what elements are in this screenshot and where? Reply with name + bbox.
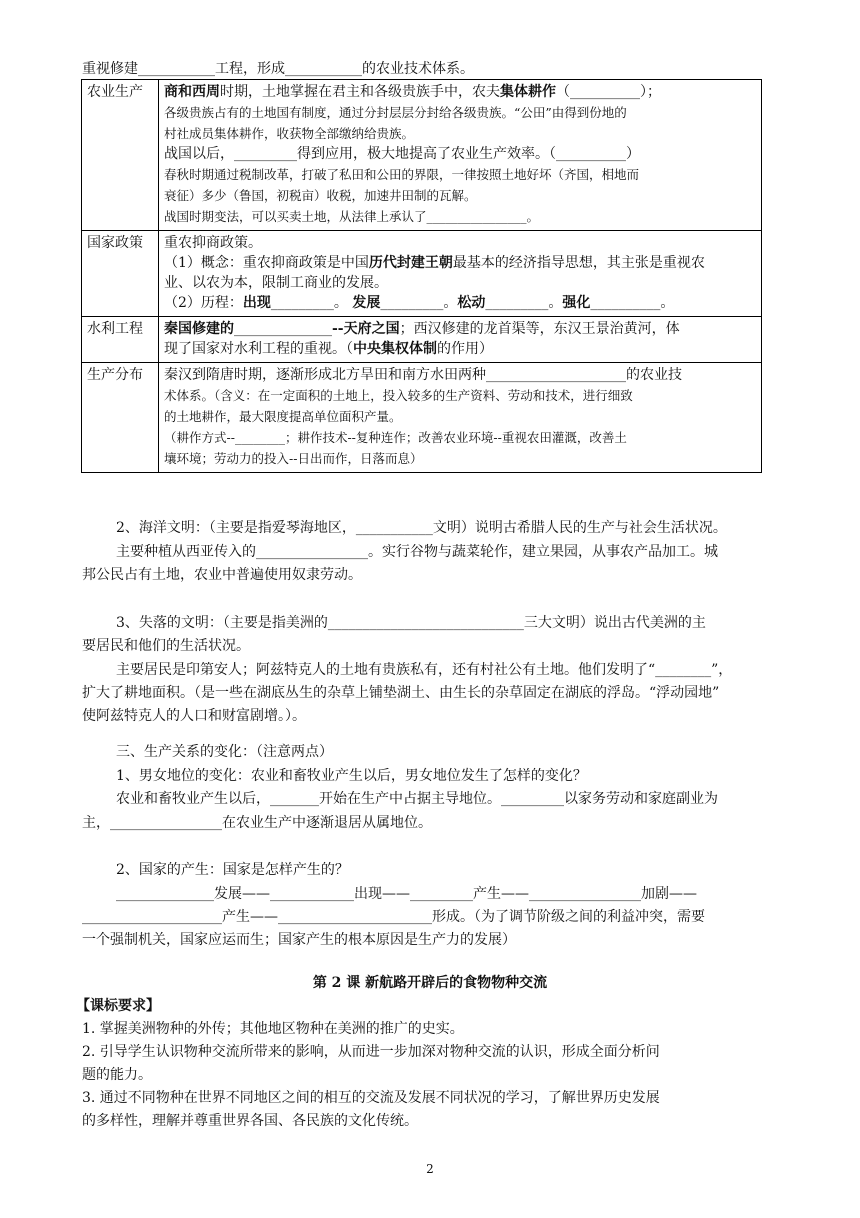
row-head-policy: 国家政策 <box>82 231 159 317</box>
blank: _________。 <box>270 295 348 311</box>
bold-term: 历代封建王朝 <box>368 255 453 271</box>
table-row <box>82 231 762 317</box>
text: 现了国家对水利工程的重视。（ <box>164 341 353 357</box>
table-row <box>82 317 762 363</box>
bold-term: 出现 <box>242 295 271 311</box>
row-body-policy <box>159 231 762 317</box>
text-line: 术体系。（含义：在一定面积的土地上，投入较多的生产资料、劳动和技术，进行细致 <box>164 388 633 403</box>
text: （1）概念：重农抑商政策是中国 <box>164 255 369 271</box>
row-body-water <box>159 317 762 363</box>
requirement-item: 1. 掌握美洲物种的外传；其他地区物种在美洲的推广的史实。 <box>82 1021 464 1037</box>
requirement-item: 题的能力。 <box>82 1067 152 1083</box>
bold-term: --天府之国 <box>332 321 400 337</box>
requirement-item: 3. 通过不同物种在世界不同地区之间的相互的交流及发展不同状况的学习，了解世界历史发展 <box>82 1090 660 1106</box>
row-body-distribution <box>159 363 762 473</box>
answer-line: 一个强制机关，国家应运而生；国家产生的根本原因是生产力的发展） <box>82 932 516 948</box>
section-heading: 三、生产关系的变化：（注意两点） <box>116 744 333 760</box>
text-line: 村社成员集体耕作，收获物全部缴纳给贵族。 <box>164 126 415 141</box>
row-head-distribution: 生产分布 <box>82 363 159 473</box>
text-line: （耕作方式--________；耕作技术--复种连作；改善农业环境--重视农田灌溉，改善土 <box>164 430 627 445</box>
question-line: 2、国家的产生：国家是怎样产生的？ <box>116 862 349 878</box>
agriculture-table <box>81 79 762 473</box>
answer-line: ____________________产生——______________________形成。（为了调节阶级之间的利益冲突，需要 <box>82 909 705 925</box>
table-row <box>82 363 762 473</box>
row-head-water: 水利工程 <box>82 317 159 363</box>
text-line: 重农抑商政策。 <box>164 235 262 251</box>
sec3-line: 主要居民是印第安人；阿兹特克人的土地有贵族私有，还有村社公有土地。他们发明了“________”， <box>116 662 733 678</box>
sec3-line: 使阿兹特克人的人口和财富剧增。）。 <box>82 708 306 724</box>
sec3-line: 扩大了耕地面积。（是一些在湖底丛生的杂草上铺垫湖土、由生长的杂草固定在湖底的浮岛。“浮动园地” <box>82 685 720 701</box>
question-line: 1、男女地位的变化：农业和畜牧业产生以后，男女地位发生了怎样的变化？ <box>116 768 587 784</box>
text: ；西汉修建的龙首渠等，东汉王景治黄河，体 <box>399 321 680 337</box>
bold-term: 中央集权体制 <box>353 341 437 357</box>
sec2-line: 邦公民占有土地，农业中普遍使用奴隶劳动。 <box>82 567 362 583</box>
text-line: 的土地耕作，最大限度提高单位面积产量。 <box>164 409 402 424</box>
blank: _________。 <box>485 295 563 311</box>
requirement-item: 2. 引导学生认识物种交流所带来的影响，从而进一步加深对物种交流的认识，形成全面分析问 <box>82 1044 660 1060</box>
blank: ______________ <box>234 321 332 337</box>
text: 时期，土地掌握在君主和各级贵族手中，农夫 <box>220 84 500 100</box>
text-line: 衰征）多少（鲁国，初税亩）收税，加速井田制的瓦解。 <box>164 188 477 203</box>
text: 最基本的经济指导思想，其主张是重视农 <box>452 255 705 271</box>
bold-term: 集体耕作 <box>500 84 556 100</box>
text-line: 业、以农为本，限制工商业的发展。 <box>164 275 388 291</box>
text-line: 春秋时期通过税制改革，打破了私田和公田的界限，一律按照土地好坏（齐国，相地而 <box>164 167 640 182</box>
text-line: 各级贵族占有的土地国有制度，通过分封层层分封给各级贵族。“公田”由得到份地的 <box>164 105 627 120</box>
answer-line: 农业和畜牧业产生以后，_______开始在生产中占据主导地位。_________以家务劳动和家庭副业为 <box>116 791 718 807</box>
requirements-heading: 【课标要求】 <box>76 998 160 1014</box>
bold-term: 商和西周 <box>164 84 220 100</box>
text-line: 秦汉到隋唐时期，逐渐形成北方旱田和南方水田两种____________________的农业技 <box>164 367 682 383</box>
intro-line: 重视修建___________工程，形成___________的农业技术体系。 <box>82 61 474 77</box>
blank: __________。 <box>590 295 675 311</box>
sec3-line: 3、失落的文明：（主要是指美洲的____________________________三大文明）说出古代美洲的主 <box>116 615 706 631</box>
blank: _________。 <box>380 295 458 311</box>
page-number: 2 <box>426 1162 434 1176</box>
bold-term: 强化 <box>562 295 591 311</box>
sec3-line: 要居民和他们的生活状况。 <box>82 638 250 654</box>
bold-term: 松动 <box>457 295 486 311</box>
text: （2）历程： <box>164 295 243 311</box>
row-body-agriculture <box>159 80 762 231</box>
row-head-agriculture: 农业生产 <box>82 80 159 231</box>
lesson-title: 第 2 课 新航路开辟后的食物物种交流 <box>312 975 548 991</box>
text: 的作用） <box>437 341 493 357</box>
text-line: 壤环境；劳动力的投入--日出而作，日落而息） <box>164 451 423 466</box>
sec2-line: 2、海洋文明：（主要是指爱琴海地区，___________文明）说明古希腊人民的生产与社会生活状况。 <box>116 520 727 536</box>
bold-term: 秦国修建的 <box>164 321 234 337</box>
text: （__________）； <box>556 84 661 100</box>
answer-line: ______________发展——____________出现——_________产生——________________加剧—— <box>116 886 697 902</box>
table-row <box>82 80 762 231</box>
answer-line: 主，________________在农业生产中逐渐退居从属地位。 <box>82 815 432 831</box>
text-line: 战国以后，_________得到应用，极大地提高了农业生产效率。（__________） <box>164 146 640 162</box>
text-line: 战国时期变法，可以买卖土地，从法律上承认了________________。 <box>164 209 540 224</box>
requirement-item: 的多样性，理解并尊重世界各国、各民族的文化传统。 <box>82 1113 418 1129</box>
bold-term: 发展 <box>352 295 381 311</box>
sec2-line: 主要种植从西亚传入的________________。实行谷物与蔬菜轮作，建立果园，从事农产品加工。城 <box>116 544 718 560</box>
